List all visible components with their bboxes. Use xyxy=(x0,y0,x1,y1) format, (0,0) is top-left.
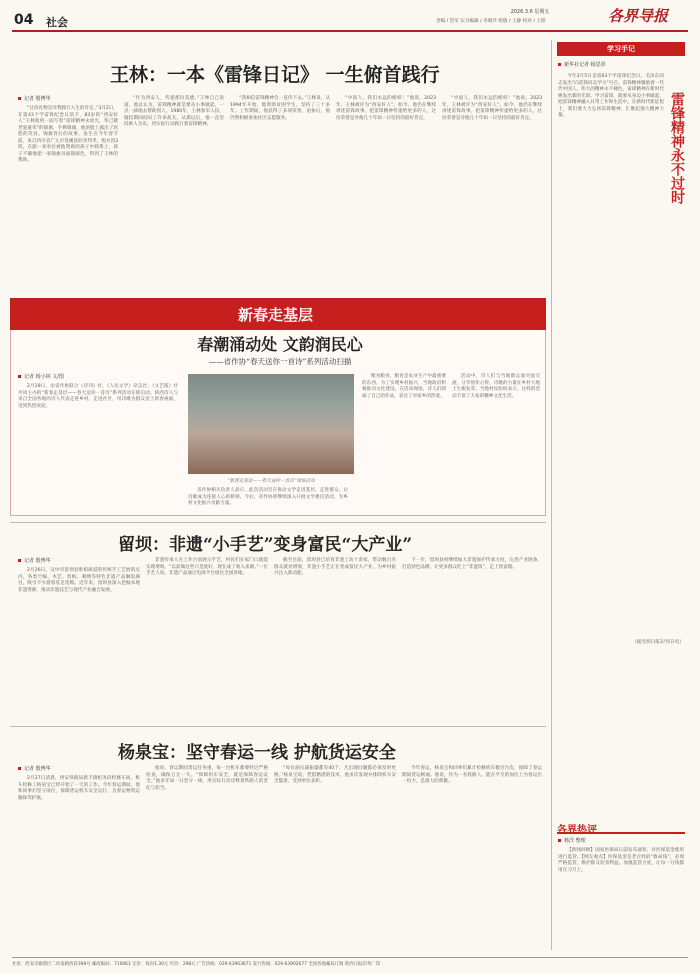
page-number: 04 xyxy=(14,12,34,28)
article1-col5: “中国人，我们永远的榜样！”他说。2023年，王林被评为“西安好人”。如今，他仍在继续讲述雷锋故事，把雷锋精神传递给更多的人。这份荣誉是对他几十年如一日坚持的最好肯定。 xyxy=(442,96,542,121)
article1-col2: “作为西安人，传递那份美德。”王林自己说道。他总认为，雷锋精神就是要从小事做起，一点一滴地去帮助别人。1980年，王林参军入伍，服役期间结识了许多战友。从那以后，他一直坚持助人为乐，用实际行动践行着雷锋精神。 xyxy=(124,96,224,127)
activity-photo xyxy=(188,374,354,474)
article4-col2: 他说，春运期间货运任务重，每一台机车都要经过严格检查，确保万无一失。“保障机车安全，就是保障春运安全。”他多年如一日坚守一线，用实际行动诠释着铁路人的责任与担当。 xyxy=(146,766,268,791)
article3-col3: 截至目前，留坝县已培育非遗工坊十余家，带动数百名群众就业增收，非遗小手艺正在变成富民大产业，为乡村振兴注入新动能。 xyxy=(274,558,396,576)
article4-title: 杨泉宝：坚守春运一线 护航货运安全 xyxy=(118,743,396,763)
article1-col4: “中国人，我们永远的榜样！”他说。2023年，王林被评为“西安好人”。如今，他仍在继续讲述雷锋故事，把雷锋精神传递给更多的人。这份荣誉是对他几十年如一日坚持的最好肯定。 xyxy=(336,96,436,121)
article1-title: 王林：一本《雷锋日记》 一生俯首践行 xyxy=(110,64,440,86)
sidebar-byline2: 杨洋 整理 xyxy=(558,838,586,845)
sidebar-body: 今年3月5日是第63个学雷锋纪念日。毛泽东同志发出“向雷锋同志学习”号召，雷锋精神激励着一代代中国人。伟大的精神永不褪色，雷锋精神在新时代焕发出新的光彩。学习雷锋，就要从身边小事做起，把雷锋精神融入日常工作和生活中。在新时代新征程上，我们要大力弘扬雷锋精神，汇聚起强大精神力量。 xyxy=(558,74,664,118)
sidebar-headline: 雷锋精神永不过时 xyxy=(669,92,685,204)
sidebar-panel2-header xyxy=(557,818,685,834)
article2-subtitle: ——省作协“春天送你一首诗”系列活动扫描 xyxy=(208,357,352,366)
byline-dot-icon xyxy=(18,97,21,100)
byline-dot-icon xyxy=(558,63,561,66)
article2-col4: 省作协相关负责人表示，此次活动旨在推动文学走进基层，走进群众，让诗歌成为连接人心的桥梁。今后，省作协将继续深入开展文学惠民活动，为乡村文化振兴贡献力量。 xyxy=(188,488,348,506)
issue-date: 2026.3.6 星期五 xyxy=(510,9,550,15)
article3-byline: 记者 殷博华 xyxy=(18,558,51,565)
photo-caption: “新春走基层——春天送你一首诗”现场活动 xyxy=(227,479,315,484)
article3-col1: 2月26日，汉中市留坝县紫柏街道的传统手工艺展销点内，各类竹编、木艺、剪纸、刺绣等特色非遗产品琳琅满目，吸引不少游客驻足选购。近年来，留坝县深入挖掘本地非遗资源，推动非遗技艺与现代产业融合发展。 xyxy=(18,568,140,593)
byline-dot-icon xyxy=(18,559,21,562)
byline-dot-icon xyxy=(18,767,21,770)
sidebar-source: （据光明日报3月5日电） xyxy=(632,640,684,645)
article3-col2: 非遗传承人在工作台前展示手艺，村民们在家门口就能实现增收。“以前做这些只是爱好，现在成了收入来源。”一位手艺人说。非遗产品通过电商平台销往全国各地。 xyxy=(146,558,268,576)
sidebar-panel2-title: 各界热评 xyxy=(557,825,597,836)
sidebar-byline: 新华社记者 杨思彤 xyxy=(558,62,606,69)
sidebar-body2: 【新闻回顾】国家医保局日前发布通知，对医保基金使用进行监管。【网友观点】医保基金是老百姓的“救命钱”，必须严格监管，维护群众切身利益。加强监管力度，让每一分钱都用在刀刃上。 xyxy=(558,848,684,873)
article1-byline: 记者 殷博华 xyxy=(18,96,51,103)
sidebar-divider xyxy=(551,40,552,950)
sidebar-panel-title: 学习手记 xyxy=(557,42,685,56)
byline-dot-icon xyxy=(558,839,561,842)
article2-title: 春潮涌动处 文韵润民心 xyxy=(197,335,363,354)
article4-col4: 今年春运，杨泉宝和同事们累计检修机车数百台次，保障了春运期间货运畅通。他说，作为一名铁路人，能在平凡的岗位上为春运出一份力，是最大的骄傲。 xyxy=(402,766,542,784)
article3-title: 留坝：非遗“小手艺”变身富民“大产业” xyxy=(118,535,413,555)
editor-meta: 责编 / 贺军 实习编辑 / 李晓芹 组版 / 王静 校对 / 王昭 xyxy=(436,19,546,24)
banner-label: 新春走基层 xyxy=(238,306,314,324)
byline-dot-icon xyxy=(18,375,21,378)
article4-col3: “每台油压减振器都有40个，凡出现问题都必须及时更换。”杨泉宝说。凭借精湛的技术，他多次发现并排除机车安全隐患，受到单位表彰。 xyxy=(274,766,396,784)
article1-col1: “这份礼物是对我践行入生的肯定。”3月2日，在第43个学雷锋纪念日前夕，83岁的“西安好人”王林收到一面写着“雷锋精神永放光，奉己敬老爱兼邻”的锦旗，手捧锦旗，他的脸上露出了欣慰的笑容。锦旗背后的故事，发生在今年春节前。来自四川省广元市苍溪县的李邦孝，炮兵团3班，在跟一家单位被他资助的孩子中联系上，孩子不确地把一家锦旗书面锦颜色，得到了王林的帮助。 xyxy=(18,106,118,163)
article4-col1: 2月27日清晨，西安铁路局新丰镇机务段检修车间，机车检修工杨泉宝已经开始了一天的工作。今年春运期间，他和同事们坚守岗位，保障货运机车安全运行，为春运物资运输保驾护航。 xyxy=(18,776,140,801)
newspaper-logo: 各界导报 xyxy=(608,7,669,25)
section-name: 社会 xyxy=(46,16,68,29)
article4-byline: 记者 殷博华 xyxy=(18,766,51,773)
article1-col3: “我相信雷锋精神会一直传下去。”王林说，从1994年开始，他资助贫困学生，坚持了三十多年。工作期间，他获得了多项荣誉。退休后，他仍然积极参加社区志愿服务。 xyxy=(230,96,330,121)
header-rule xyxy=(12,30,688,32)
article2-col3: 活动中，诗人们与当地群众面对面交流，分享创作心得，诗歌的力量在乡村大地上生根发芽。当地村民纷纷表示，这样的活动丰富了大家的精神文化生活。 xyxy=(452,374,540,399)
article3-col4: 下一步，留坝县将继续加大非遗保护传承力度，完善产业链条，打造特色品牌，让更多群众吃上“非遗饭”，走上致富路。 xyxy=(402,558,542,570)
article2-col2: 粮食粮食，粮食是农业生产中最重要的东西。为了实现乡村振兴，当地政府积极推动文化建设，在活动现场，诗人们朗诵了自己的作品，表达了对家乡的热爱。 xyxy=(362,374,446,399)
page-footer: 社址：西安市雁塔区二环南路西段398号 邮政编码：710061 定价：每份1.30元 年价：298元 广告热线：029-63903671 发行热线：029-63902677 全国各地邮局订阅 陕西日报印务厂印 xyxy=(12,957,688,967)
article2-byline: 记者 杨小林 文/图 xyxy=(18,374,64,381)
article2-col1: 2月28日，由省作协联合《诗刊》社、《人民文学》杂志社、《文艺报》社共同主办的“新春走基层——春天送你一首诗”系列活动在陕启动。陕西诗人与来自全国各地的诗人代表走进乡村、走进社区，用诗歌为群众送上新春祝福，受到热烈欢迎。 xyxy=(18,384,178,409)
section-divider xyxy=(10,522,546,523)
section-divider xyxy=(10,726,546,727)
